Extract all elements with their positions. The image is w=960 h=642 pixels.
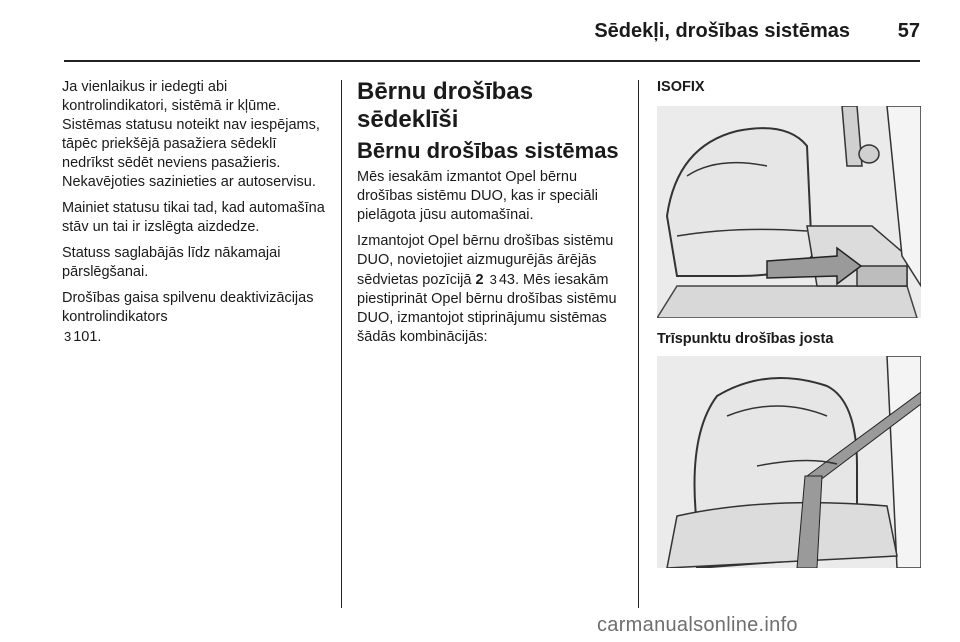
paragraph-change-status: Mainiet statusu tikai tad, kad automašīna stāv un tai ir izslēgta aizdedze. xyxy=(62,200,325,235)
page-ref-icon: 3 xyxy=(489,272,497,287)
paragraph-status-saved: Statuss saglabājās līdz nākamajai pārslēgšanai. xyxy=(62,245,281,280)
paragraph-recommend-duo: Mēs iesakām izmantot Opel bērnu drošības sistēmu DUO, kas ir speciāli pielāgota jūsu automašīnai. xyxy=(357,169,598,223)
paragraph-airbag-indicator xyxy=(62,289,330,347)
watermark: carmanualsonline.info xyxy=(597,614,798,636)
page-ref-icon: 3 xyxy=(64,329,72,344)
paragraph-duo-usage xyxy=(357,232,629,347)
column-right xyxy=(657,78,923,97)
isofix-seat-illustration xyxy=(657,106,921,318)
column-right-lower xyxy=(657,330,923,349)
airbag-indicator-text: Drošības gaisa spilvenu deaktivizācijas kontrolindikators xyxy=(62,290,314,325)
section-subtitle: Bērnu drošības sistēmas xyxy=(357,138,619,163)
paragraph-system-fault: Ja vienlaikus ir iedegti abi kontrolindikatori, sistēmā ir kļūme. Sistēmas statusu noteikt nav iespējams, tāpēc priekšējā pasažiera sēdeklī nedrīkst sēdēt neviens pasažieris. Nekavējoties sazinieties ar autoservisu. xyxy=(62,79,320,190)
column-middle xyxy=(357,78,629,354)
column-divider-left xyxy=(341,80,342,608)
column-divider-right xyxy=(638,80,639,608)
duo-usage-text-b: 43. Mēs iesakām piestiprināt Opel bērnu drošības sistēmu DUO, izmantojot stiprinājumu sistēmas šādās kombinācijās: xyxy=(357,272,617,345)
page-ref-number[interactable]: 101. xyxy=(73,329,102,345)
three-point-belt-seat-illustration xyxy=(657,356,921,568)
page-number: 57 xyxy=(897,20,920,42)
section-title: Bērnu drošības sēdeklīši xyxy=(357,78,534,133)
duo-usage-text-a: Izmantojot Opel bērnu drošības sistēmu DUO, novietojiet aizmugurējās ārējās sēdvietas pozīcijā xyxy=(357,233,614,288)
header-title: Sēdekļi, drošības sistēmas xyxy=(594,20,850,42)
header-rule xyxy=(64,60,920,62)
isofix-label: ISOFIX xyxy=(657,79,705,95)
three-point-belt-label: Trīspunktu drošības josta xyxy=(657,331,834,347)
page-header xyxy=(64,16,920,62)
position-number: 2 xyxy=(475,272,484,288)
column-left xyxy=(62,78,330,354)
